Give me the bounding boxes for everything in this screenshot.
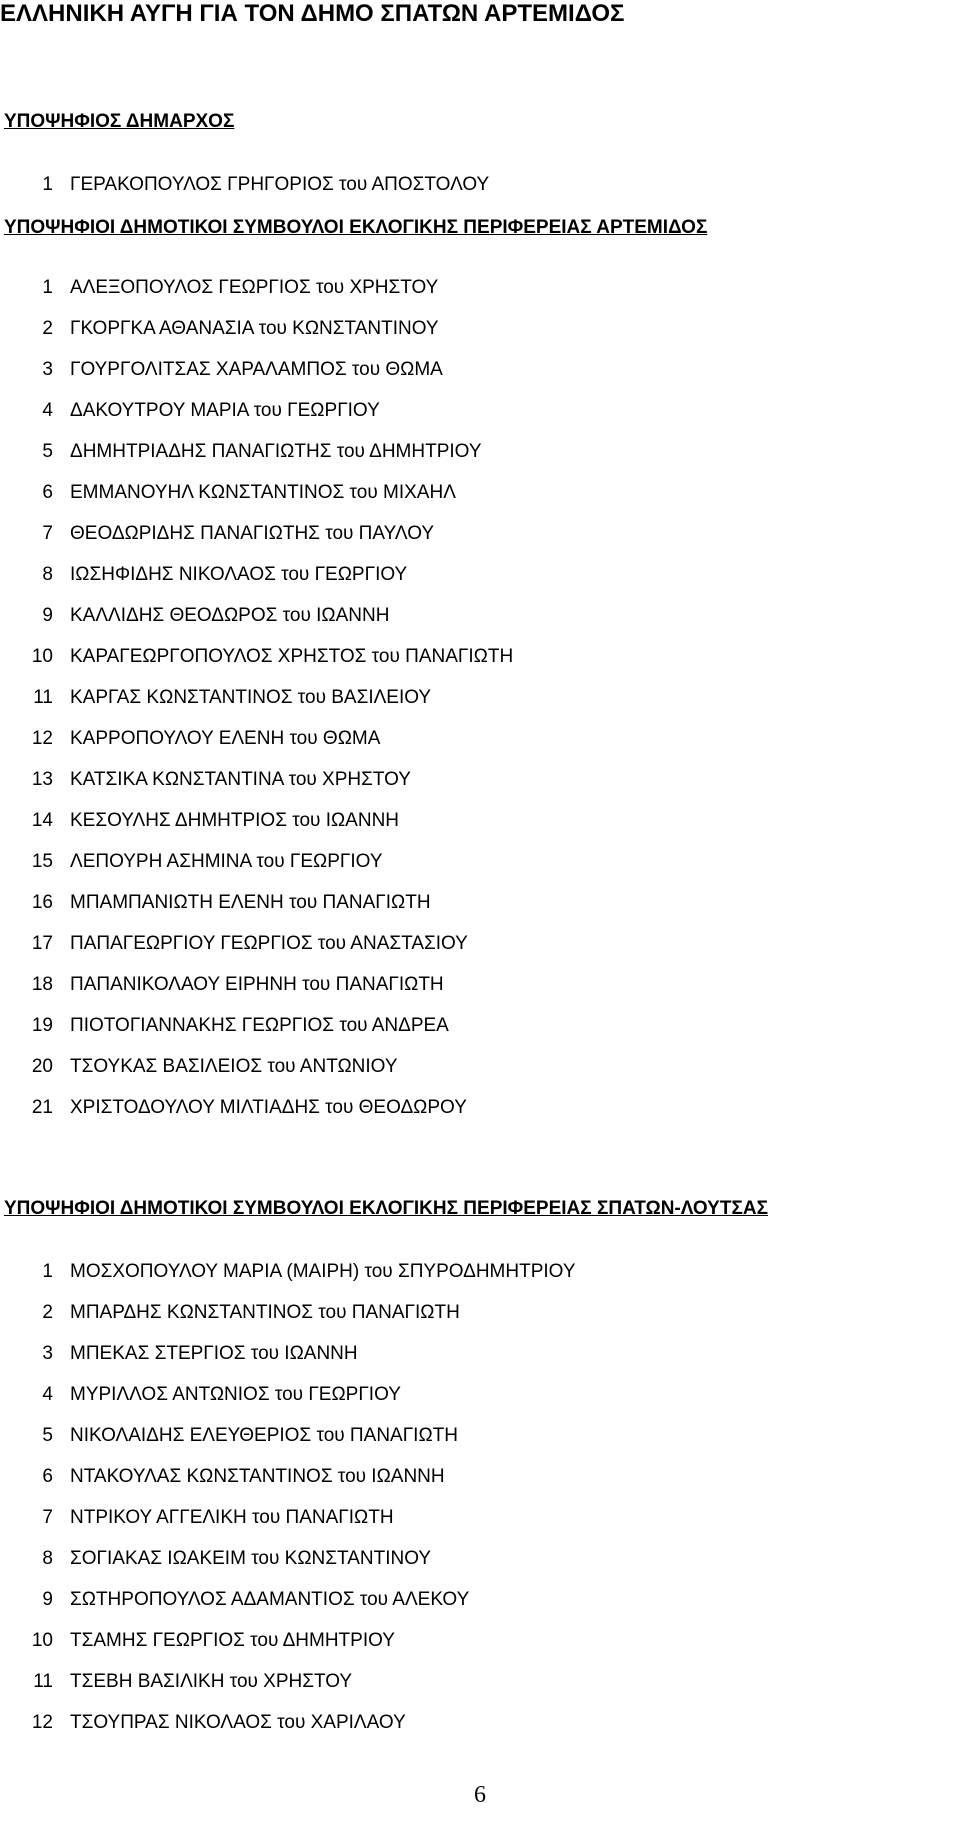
candidate-name: ΜΟΣΧΟΠΟΥΛΟΥ ΜΑΡΙΑ (ΜΑΙΡΗ) του ΣΠΥΡΟΔΗΜΗΤΡΙΟΥ — [70, 1260, 576, 1282]
candidate-number: 5 — [42, 440, 53, 462]
candidate-name: ΘΕΟΔΩΡΙΔΗΣ ΠΑΝΑΓΙΩΤΗΣ του ΠΑΥΛΟΥ — [70, 522, 435, 544]
candidate-number: 4 — [42, 399, 53, 421]
candidate-item — [0, 349, 513, 390]
candidate-name: ΣΟΓΙΑΚΑΣ ΙΩΑΚΕΙΜ του ΚΩΝΣΤΑΝΤΙΝΟΥ — [70, 1547, 432, 1569]
candidate-item — [0, 1251, 576, 1292]
candidate-item — [0, 841, 513, 882]
candidate-name: ΚΑΡΑΓΕΩΡΓΟΠΟΥΛΟΣ ΧΡΗΣΤΟΣ του ΠΑΝΑΓΙΩΤΗ — [70, 645, 514, 667]
candidate-item — [0, 636, 513, 677]
candidate-number: 12 — [31, 727, 53, 749]
candidate-item — [0, 759, 513, 800]
candidate-name: ΜΠΕΚΑΣ ΣΤΕΡΓΙΟΣ του ΙΩΑΝΝΗ — [70, 1342, 358, 1364]
candidate-item — [0, 1333, 576, 1374]
candidate-name: ΙΩΣΗΦΙΔΗΣ ΝΙΚΟΛΑΟΣ του ΓΕΩΡΓΙΟΥ — [70, 563, 408, 585]
candidate-number: 10 — [31, 645, 53, 667]
candidate-number: 8 — [42, 1547, 53, 1569]
candidate-name: ΤΣΕΒΗ ΒΑΣΙΛΙΚΗ του ΧΡΗΣΤΟΥ — [70, 1670, 353, 1692]
candidate-number: 18 — [31, 973, 53, 995]
candidate-number: 15 — [31, 850, 53, 872]
candidate-name: ΤΣΟΥΚΑΣ ΒΑΣΙΛΕΙΟΣ του ΑΝΤΩΝΙΟΥ — [70, 1055, 398, 1077]
candidate-item — [0, 1456, 576, 1497]
candidate-number: 5 — [42, 1424, 53, 1446]
candidate-name: ΓΚΟΡΓΚΑ ΑΘΑΝΑΣΙΑ του ΚΩΝΣΤΑΝΤΙΝΟΥ — [70, 317, 439, 339]
candidate-name: ΜΠΑΡΔΗΣ ΚΩΝΣΤΑΝΤΙΝΟΣ του ΠΑΝΑΓΙΩΤΗ — [70, 1301, 460, 1323]
candidate-item — [0, 1661, 576, 1702]
document-title: ΕΛΛΗΝΙΚΗ ΑΥΓΗ ΓΙΑ ΤΟΝ ΔΗΜΟ ΣΠΑΤΩΝ ΑΡΤΕΜΙΔΟΣ — [0, 0, 625, 27]
candidate-number: 4 — [42, 1383, 53, 1405]
candidate-item — [0, 718, 513, 759]
candidate-item — [0, 677, 513, 718]
candidate-item — [0, 882, 513, 923]
candidate-item — [0, 164, 489, 205]
candidate-number: 19 — [31, 1014, 53, 1036]
candidate-item — [0, 472, 513, 513]
candidate-name: ΑΛΕΞΟΠΟΥΛΟΣ ΓΕΩΡΓΙΟΣ του ΧΡΗΣΤΟΥ — [70, 276, 439, 298]
mayor-section-heading: ΥΠΟΨΗΦΙΟΣ ΔΗΜΑΡΧΟΣ — [4, 111, 235, 132]
candidate-item — [0, 513, 513, 554]
candidate-name: ΣΩΤΗΡΟΠΟΥΛΟΣ ΑΔΑΜΑΝΤΙΟΣ του ΑΛΕΚΟΥ — [70, 1588, 470, 1610]
candidate-name: ΔΑΚΟΥΤΡΟΥ ΜΑΡΙΑ του ΓΕΩΡΓΙΟΥ — [70, 399, 380, 421]
candidate-item — [0, 554, 513, 595]
candidate-number: 12 — [31, 1711, 53, 1733]
candidate-name: ΤΣΑΜΗΣ ΓΕΩΡΓΙΟΣ του ΔΗΜΗΤΡΙΟΥ — [70, 1629, 395, 1651]
candidate-name: ΚΕΣΟΥΛΗΣ ΔΗΜΗΤΡΙΟΣ του ΙΩΑΝΝΗ — [70, 809, 400, 831]
candidate-number: 7 — [42, 1506, 53, 1528]
candidate-name: ΓΟΥΡΓΟΛΙΤΣΑΣ ΧΑΡΑΛΑΜΠΟΣ του ΘΩΜΑ — [70, 358, 443, 380]
candidate-name: ΝΙΚΟΛΑΙΔΗΣ ΕΛΕΥΘΕΡΙΟΣ του ΠΑΝΑΓΙΩΤΗ — [70, 1424, 458, 1446]
candidate-name: ΚΑΡΡΟΠΟΥΛΟΥ ΕΛΕΝΗ του ΘΩΜΑ — [70, 727, 381, 749]
candidate-number: 2 — [42, 317, 53, 339]
candidate-name: ΝΤΑΚΟΥΛΑΣ ΚΩΝΣΤΑΝΤΙΝΟΣ του ΙΩΑΝΝΗ — [70, 1465, 445, 1487]
candidate-name: ΧΡΙΣΤΟΔΟΥΛΟΥ ΜΙΛΤΙΑΔΗΣ του ΘΕΟΔΩΡΟΥ — [70, 1096, 467, 1118]
candidate-number: 1 — [42, 1260, 53, 1282]
candidate-item — [0, 1005, 513, 1046]
candidate-number: 17 — [31, 932, 53, 954]
candidate-number: 9 — [42, 604, 53, 626]
page-number: 6 — [474, 1782, 486, 1808]
candidate-name: ΚΑΛΛΙΔΗΣ ΘΕΟΔΩΡΟΣ του ΙΩΑΝΝΗ — [70, 604, 390, 626]
candidate-number: 21 — [31, 1096, 53, 1118]
candidate-item — [0, 1497, 576, 1538]
candidate-number: 14 — [31, 809, 53, 831]
candidate-item — [0, 1374, 576, 1415]
candidate-item — [0, 308, 513, 349]
candidate-item — [0, 800, 513, 841]
candidate-number: 3 — [42, 1342, 53, 1364]
candidate-name: ΓΕΡΑΚΟΠΟΥΛΟΣ ΓΡΗΓΟΡΙΟΣ του ΑΠΟΣΤΟΛΟΥ — [70, 173, 490, 195]
candidate-name: ΚΑΤΣΙΚΑ ΚΩΝΣΤΑΝΤΙΝΑ του ΧΡΗΣΤΟΥ — [70, 768, 411, 790]
candidate-number: 6 — [42, 1465, 53, 1487]
candidate-item — [0, 1415, 576, 1456]
candidate-name: ΠΑΠΑΓΕΩΡΓΙΟΥ ΓΕΩΡΓΙΟΣ του ΑΝΑΣΤΑΣΙΟΥ — [70, 932, 468, 954]
candidate-number: 2 — [42, 1301, 53, 1323]
candidate-name: ΜΠΑΜΠΑΝΙΩΤΗ ΕΛΕΝΗ του ΠΑΝΑΓΙΩΤΗ — [70, 891, 431, 913]
candidate-number: 11 — [33, 1670, 53, 1692]
candidate-number: 8 — [42, 563, 53, 585]
candidate-item — [0, 390, 513, 431]
candidate-name: ΠΙΟΤΟΓΙΑΝΝΑΚΗΣ ΓΕΩΡΓΙΟΣ του ΑΝΔΡΕΑ — [70, 1014, 449, 1036]
candidate-number: 1 — [42, 173, 53, 195]
candidate-number: 20 — [31, 1055, 53, 1077]
candidate-item — [0, 1579, 576, 1620]
artemida-section-heading: ΥΠΟΨΗΦΙΟΙ ΔΗΜΟΤΙΚΟΙ ΣΥΜΒΟΥΛΟΙ ΕΚΛΟΓΙΚΗΣ ΠΕΡΙΦΕΡΕΙΑΣ ΑΡΤΕΜΙΔΟΣ — [4, 217, 708, 238]
candidate-number: 3 — [42, 358, 53, 380]
candidate-name: ΜΥΡΙΛΛΟΣ ΑΝΤΩΝΙΟΣ του ΓΕΩΡΓΙΟΥ — [70, 1383, 401, 1405]
candidate-number: 16 — [31, 891, 53, 913]
candidate-name: ΠΑΠΑΝΙΚΟΛΑΟΥ ΕΙΡΗΝΗ του ΠΑΝΑΓΙΩΤΗ — [70, 973, 444, 995]
candidate-number: 10 — [31, 1629, 53, 1651]
candidate-item — [0, 1292, 576, 1333]
candidate-name: ΤΣΟΥΠΡΑΣ ΝΙΚΟΛΑΟΣ του ΧΑΡΙΛΑΟΥ — [70, 1711, 406, 1733]
candidate-name: ΚΑΡΓΑΣ ΚΩΝΣΤΑΝΤΙΝΟΣ του ΒΑΣΙΛΕΙΟΥ — [70, 686, 432, 708]
candidate-item — [0, 923, 513, 964]
candidate-name: ΝΤΡΙΚΟΥ ΑΓΓΕΛΙΚΗ του ΠΑΝΑΓΙΩΤΗ — [70, 1506, 394, 1528]
candidate-item — [0, 595, 513, 636]
candidate-item — [0, 1046, 513, 1087]
candidate-item — [0, 964, 513, 1005]
candidate-number: 6 — [42, 481, 53, 503]
candidate-item — [0, 1702, 576, 1743]
candidate-name: ΕΜΜΑΝΟΥΗΛ ΚΩΝΣΤΑΝΤΙΝΟΣ του ΜΙΧΑΗΛ — [70, 481, 456, 503]
candidate-number: 11 — [33, 686, 53, 708]
candidate-item — [0, 1620, 576, 1661]
artemida-candidate-list — [0, 267, 513, 1128]
mayor-candidate-list — [0, 164, 489, 205]
candidate-item — [0, 1538, 576, 1579]
spata-section-heading: ΥΠΟΨΗΦΙΟΙ ΔΗΜΟΤΙΚΟΙ ΣΥΜΒΟΥΛΟΙ ΕΚΛΟΓΙΚΗΣ ΠΕΡΙΦΕΡΕΙΑΣ ΣΠΑΤΩΝ-ΛΟΥΤΣΑΣ — [4, 1198, 768, 1219]
candidate-name: ΛΕΠΟΥΡΗ ΑΣΗΜΙΝΑ του ΓΕΩΡΓΙΟΥ — [70, 850, 383, 872]
candidate-number: 13 — [31, 768, 53, 790]
candidate-number: 9 — [42, 1588, 53, 1610]
candidate-number: 7 — [42, 522, 53, 544]
spata-candidate-list — [0, 1251, 576, 1743]
candidate-item — [0, 267, 513, 308]
candidate-number: 1 — [42, 276, 53, 298]
candidate-name: ΔΗΜΗΤΡΙΑΔΗΣ ΠΑΝΑΓΙΩΤΗΣ του ΔΗΜΗΤΡΙΟΥ — [70, 440, 482, 462]
candidate-item — [0, 1087, 513, 1128]
candidate-item — [0, 431, 513, 472]
